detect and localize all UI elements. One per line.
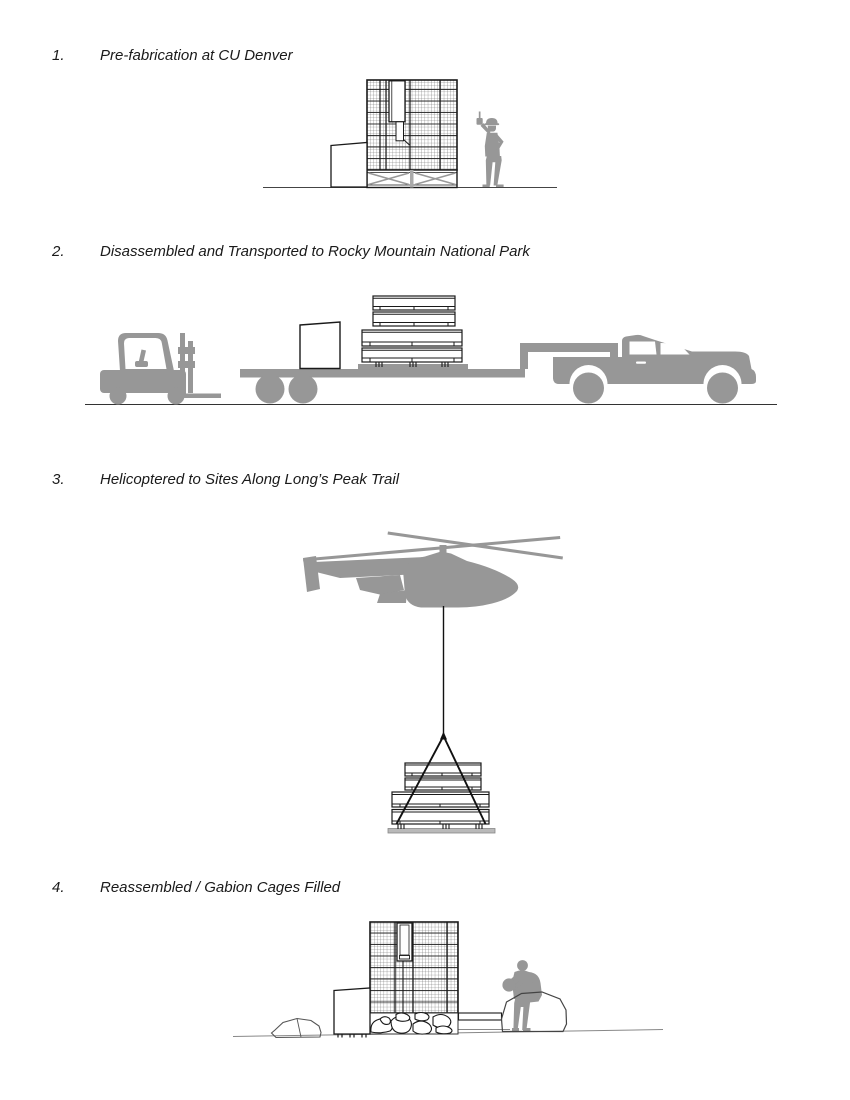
step-4-title: Reassembled / Gabion Cages Filled [100, 879, 341, 896]
step-3-title: Helicoptered to Sites Along Long’s Peak Trail [100, 471, 400, 488]
feet [483, 185, 504, 188]
step-1-illustration [255, 66, 565, 194]
forklift-rear-wheel [110, 388, 127, 405]
boulder-outline-left [272, 1019, 322, 1038]
step-2-title: Disassembled and Transported to Rocky Mountain National Park [100, 243, 530, 260]
gabion-rock-base [370, 1013, 458, 1035]
sling-load-drawing [388, 763, 495, 833]
step-2-heading [0, 243, 850, 263]
front-window [661, 343, 690, 355]
step-1-number: 1. [52, 47, 65, 64]
forklift-front-wheel [168, 388, 185, 405]
step-1-heading [0, 47, 850, 67]
reassembled-building-drawing [370, 922, 458, 1034]
crate-box [334, 988, 370, 1034]
crate-box-drawing [300, 322, 340, 369]
drill-icon [477, 118, 483, 125]
step-2-illustration [80, 285, 780, 410]
legs [486, 156, 502, 186]
step-4-illustration [230, 898, 670, 1056]
bench-slab [459, 1013, 502, 1020]
crate-box-drawing [331, 143, 367, 188]
seat-base [135, 361, 148, 367]
truck-rear-wheel [573, 373, 604, 404]
legs [513, 998, 531, 1031]
step-1-title: Pre-fabrication at CU Denver [100, 47, 293, 64]
boulder-facet-line [297, 1019, 301, 1038]
truss-center-post [410, 170, 414, 188]
window-lower-slot [396, 122, 404, 141]
truck-front-wheel [707, 373, 738, 404]
window-slot [389, 81, 405, 122]
prefab-building-drawing [367, 80, 457, 188]
stone-outline [436, 1026, 452, 1034]
helicopter-silhouette [303, 532, 563, 608]
rear-window [630, 342, 657, 355]
hard-hat [486, 118, 498, 124]
boots [512, 1028, 531, 1031]
helmet-in-hands [502, 978, 515, 991]
step-3-heading [0, 471, 850, 491]
panel-stack-drawing [362, 296, 462, 367]
crate-box-drawing [334, 988, 370, 1038]
step-3-illustration [280, 510, 580, 840]
step-3-number: 3. [52, 471, 65, 488]
trailer-deck [240, 369, 525, 378]
head [517, 960, 528, 971]
fuselage [403, 552, 518, 608]
landing-pallet [388, 829, 495, 834]
door-handle [636, 362, 646, 364]
hiker-silhouette [502, 960, 542, 1031]
mast-carriage-upper [178, 347, 195, 354]
forklift-silhouette [100, 333, 221, 405]
step-4-number: 4. [52, 879, 65, 896]
stone-outline [415, 1013, 429, 1021]
step-2-number: 2. [52, 243, 65, 260]
sling-apex-ring [440, 732, 447, 740]
gabion-mesh-rows [370, 922, 458, 1013]
step-4-heading [0, 879, 850, 899]
worker-silhouette [477, 112, 504, 188]
drill-bit [479, 112, 481, 119]
mast-carriage-lower [178, 361, 195, 368]
tail-fin [303, 556, 320, 592]
hat-brim [484, 123, 499, 125]
trailer-wheel-front [256, 375, 285, 404]
trailer-wheel-rear [289, 375, 318, 404]
window-sill [400, 956, 410, 960]
